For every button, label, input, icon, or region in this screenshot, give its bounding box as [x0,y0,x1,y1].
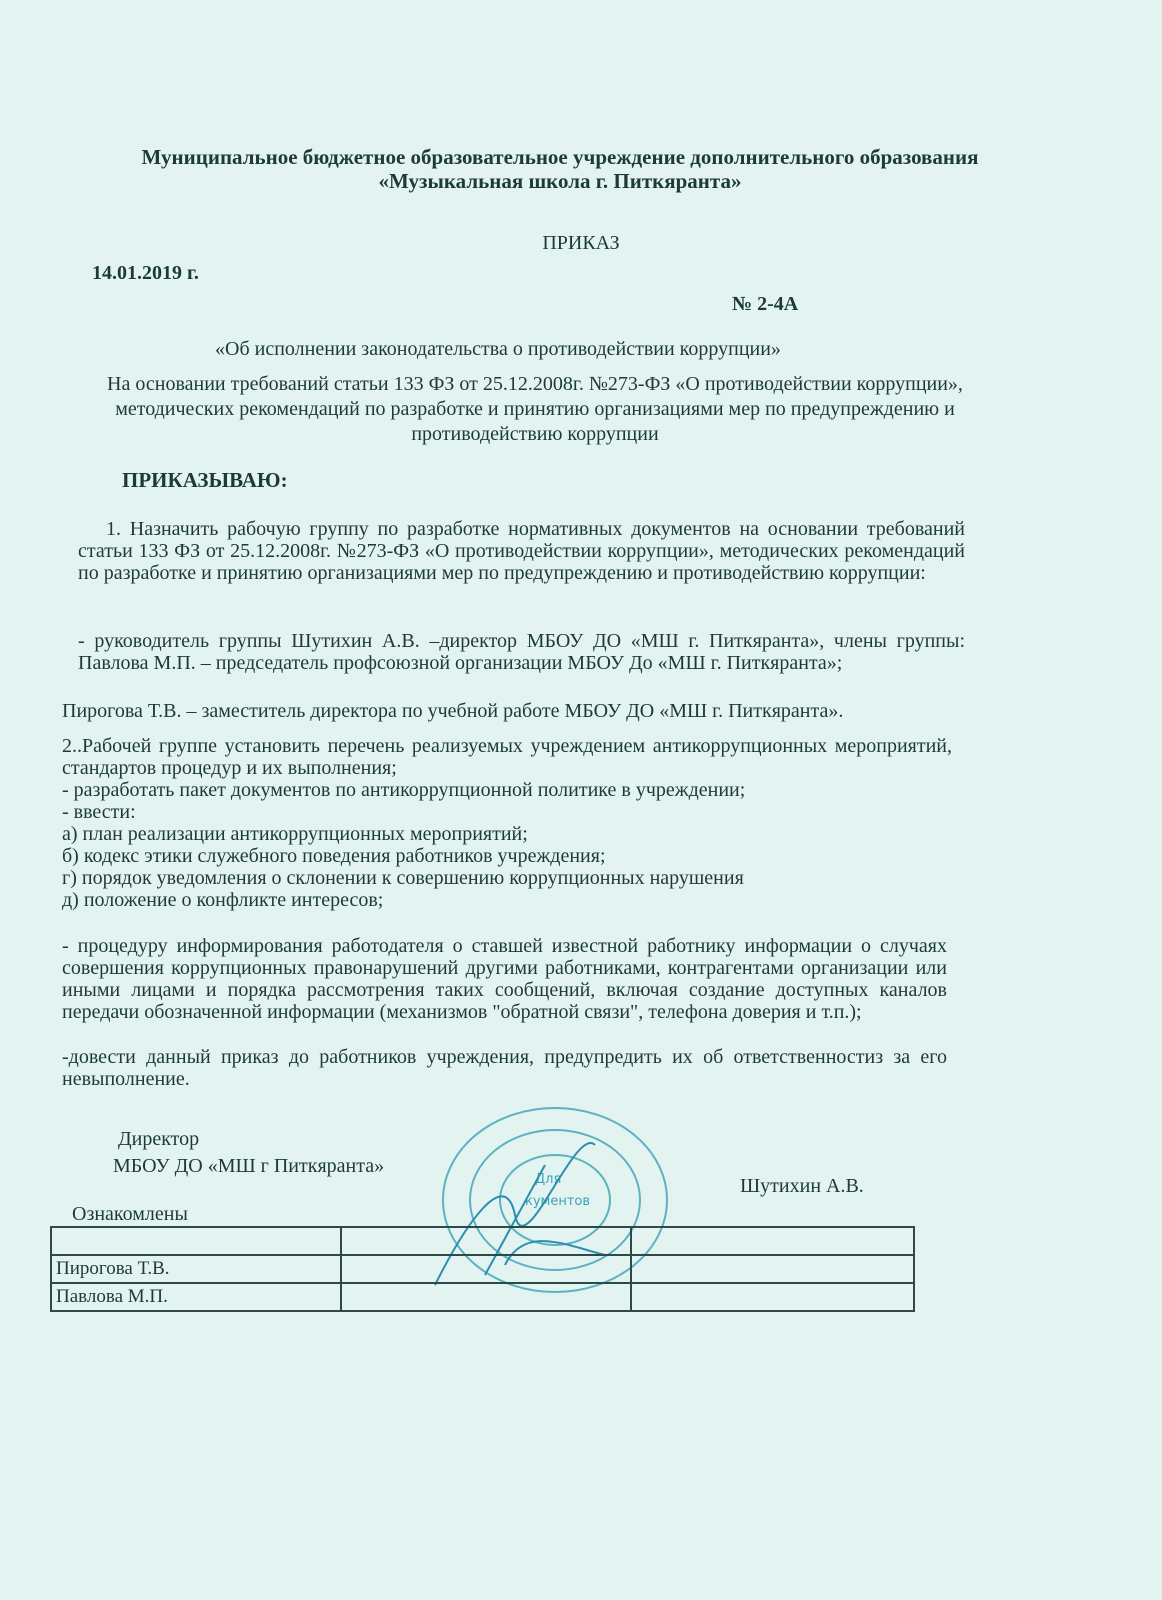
org-name-line2: «Музыкальная школа г. Питкяранта» [378,169,742,193]
signer-org: МБОУ ДО «МШ г Питкяранта» [113,1155,385,1177]
document-title: ПРИКАЗ [542,232,620,254]
member-pirogova: Пирогова Т.В. – заместитель директора по учебной работе МБОУ ДО «МШ г. Питкяранта». [62,700,844,722]
signer-name: Шутихин А.В. [740,1175,864,1197]
table-row [51,1283,914,1311]
signer-position: Директор [118,1128,200,1150]
table-row [51,1255,914,1283]
task-item: д) положение о конфликте интересов; [62,889,384,911]
working-group-members: - руководитель группы Шутихин А.В. –директор МБОУ ДО «МШ г. Питкяранта», члены группы: Павлова М.П. – председатель профсоюзной организации МБОУ До «МШ г. Питкяранта»; [78,630,965,674]
task-item: - ввести: [62,801,136,823]
table-cell-name: Пирогова Т.В. [51,1255,341,1283]
procedure-paragraph: - процедуру информирования работодателя о ставшей известной работнику информации о случаях совершения коррупционных правонарушений другими работниками, контрагентами организации или иными лицами и порядка рассмотрения таких сообщений, включая создание доступных каналов передачи обозначенной информации (механизмов "обратной связи", телефона доверия и т.п.); [62,935,947,1023]
paragraph-1: 1. Назначить рабочую группу по разработке нормативных документов на основании требований статьи 133 ФЗ от 25.12.2008г. №273-ФЗ «О противодействии коррупции», методических рекомендаций по разработке и принятию организациями мер по предупреждению и противодействию коррупции: [78,518,965,584]
order-subject: «Об исполнении законодательства о противодействии коррупции» [215,338,781,360]
task-item: а) план реализации антикоррупционных мероприятий; [62,823,528,845]
order-basis: На основании требований статьи 133 ФЗ от 25.12.2008г. №273-ФЗ «О противодействии коррупции», методических рекомендаций по разработке и принятию организациями мер по предупреждению и противодействию коррупции [107,373,963,445]
order-number: № 2-4А [732,293,799,315]
task-item: б) кодекс этики служебного поведения работников учреждения; [62,845,606,867]
task-item: - разработать пакет документов по антикоррупционной политике в учреждении; [62,779,746,801]
org-name-line1: Муниципальное бюджетное образовательное учреждение дополнительного образования [141,145,979,169]
org-header [60,145,1060,193]
table-cell-name: Павлова М.П. [51,1283,341,1311]
task-item: г) порядок уведомления о склонении к совершению коррупционных нарушения [62,867,744,889]
order-command: ПРИКАЗЫВАЮ: [122,468,288,492]
order-date: 14.01.2019 г. [92,262,199,284]
task-list [62,779,745,911]
table-row [51,1227,914,1255]
svg-text:кументов: кументов [525,1194,591,1209]
acknowledgement-table [50,1226,915,1312]
paragraph-2: 2..Рабочей группе установить перечень реализуемых учреждением антикоррупционных мероприятий, стандартов процедур и их выполнения; [62,735,952,779]
svg-text:Для: Для [535,1172,562,1187]
final-paragraph: -довести данный приказ до работников учреждения, предупредить их об ответственностиз за его невыполнение. [62,1046,947,1090]
acknowledged-label: Ознакомлены [72,1203,188,1225]
